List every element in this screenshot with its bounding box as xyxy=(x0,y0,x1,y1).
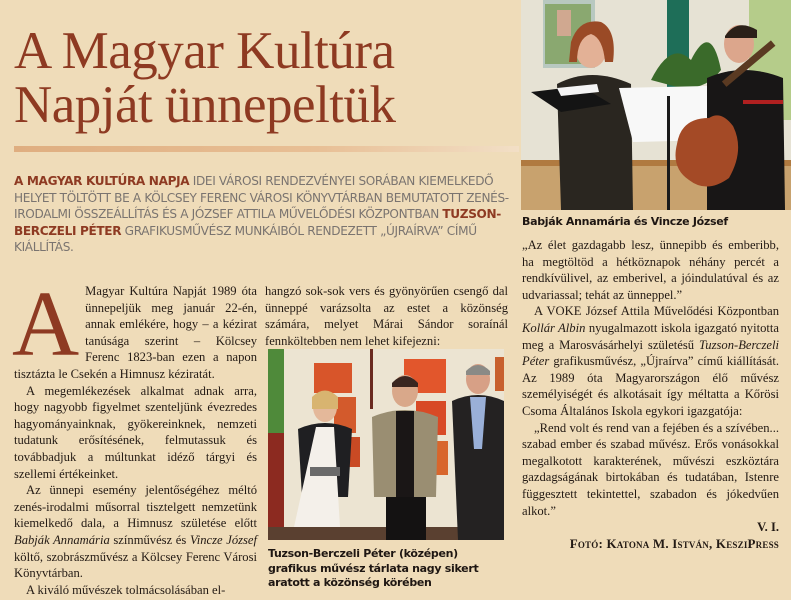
paragraph-6-text-a: A VOKE József Attila Művelődési Központban xyxy=(534,304,779,319)
deck-lead: A MAGYAR KULTÚRA NAPJA xyxy=(14,174,190,188)
deck-artist-name: TUZSON-BERCZELI PÉTER xyxy=(14,207,501,238)
paragraph-6 xyxy=(522,303,779,419)
paragraph-3-text-c: költő, szobrászművész a Kölcsey Ferenc Városi Könyvtárban. xyxy=(14,549,257,581)
body-column-1 xyxy=(12,273,258,598)
author-signature: V. I. xyxy=(757,520,779,535)
tribute-quote: „Rend volt és rend van a fejében és a szívében... szabad ember és szabad művész. Erős vonásokkal megalkotott karakterének, művészi eszköztára gazdagságának birtokában és tudatában, Istenre függesztett tekintettel, szabadon és jókedvűen alkot.” xyxy=(522,420,779,518)
title-line-2: Napját ünnepeltük xyxy=(14,76,396,134)
exhibition-photo-image xyxy=(268,349,504,540)
paragraph-4: A kiváló művészek tolmácsolásában el- xyxy=(26,582,226,597)
performers-photo-caption: Babják Annamária és Vincze József xyxy=(522,215,728,228)
paragraph-3-text-b: színművész és xyxy=(109,532,190,547)
paragraph-2: A megemlékezések alkalmat adnak arra, hogy nagyobb figyelmet szenteljünk évezredes hagyományainknak, gyökereinknek, nemzeti tudatunk erősítésének, felmutassuk és továbbadjuk a múltunkat idéző tárgyi és szellemi értékeinket. xyxy=(14,383,257,481)
paragraph-3-text-a: Az ünnepi esemény jelentőségéhez méltó zenés-irodalmi műsorral tisztelgett nemzetünk kiemelkedő dala, a Himnusz születése előtt xyxy=(14,483,257,531)
performers-photo xyxy=(521,0,791,210)
exhibition-photo-caption: Tuzson-Berczeli Péter (középen) grafikus művész tárlata nagy sikert aratott a közönség körében xyxy=(268,547,479,589)
photo-credit: Fotó: Katona M. István, KesziPress xyxy=(569,535,779,551)
body-column-2 xyxy=(265,283,508,349)
title-line-1: A Magyar Kultúra xyxy=(14,22,395,80)
article-deck xyxy=(14,173,514,256)
deck-text-2: GRAFIKUSMŰVÉSZ MUNKÁIBÓL RENDEZETT „ÚJRAÍRVA” CÍMŰ KIÁLLÍTÁS. xyxy=(14,223,477,254)
drop-cap: A xyxy=(12,273,80,376)
performers-photo-image xyxy=(521,0,791,210)
article-title xyxy=(14,24,514,132)
paragraph-3 xyxy=(14,482,257,582)
deck-text-1: IDEI VÁROSI RENDEZVÉNYEI SORÁBAN KIEMELKEDŐ HELYET TÖLTÖTT BE A KÖLCSEY FERENC VÁROSI KÖNYVTÁRBAN BEMUTATOTT ZENÉS-IRODALMI ÖSSZEÁLLÍTÁS ÉS A JÓZSEF ATTILA MŰVELŐDÉSI KÖZPONTBAN xyxy=(14,174,509,221)
title-underline-rule xyxy=(14,146,519,152)
body-column-3 xyxy=(522,237,779,552)
performer-name-2: Vincze József xyxy=(189,532,258,547)
exhibition-photo xyxy=(268,349,504,540)
artist-name: Tuzson-Berczeli Péter xyxy=(522,337,779,369)
opener-name: Kollár Albin xyxy=(522,320,586,335)
marai-quote: „Az élet gazdagabb lesz, ünnepibb és emberibb, ha megtöltöd a hétköznapok néhány percét a rendkívülivel, az emberivel, a jóindulatúval és az udvariassal; tehát az ünneppel.” xyxy=(522,238,779,302)
performer-name-1: Babják Annamária xyxy=(14,532,110,547)
paragraph-6-text-c: grafikusművész, „Újraírva” című kiállítását. Az 1989 óta Magyarországon élő művész személyiségét és alkotásait így méltatta a Kőrösi Csoma Általános Iskola egykori igazgatója: xyxy=(522,354,779,418)
paragraph-1 xyxy=(12,273,257,383)
paragraph-6-text-b: nyugalmazott iskola igazgató nyitotta meg a Marosvásárhelyi születésű xyxy=(522,320,779,352)
paragraph-5: hangzó sok-sok vers és gyönyörűen csengő dal ünneppé varázsolta az estet a közönség számára, melyet Márai Sándor soraínál fennköltebben nem lehet kifejezni: xyxy=(265,284,508,348)
paragraph-1-text: Magyar Kultúra Napját 1989 óta ünnepeljük meg január 22-én, annak emlékére, hogy – a kézirat tanúsága szerint – Kölcsey Ferenc 1823-ban ezen a napon tisztázta le Csekén a Himnusz kéziratát. xyxy=(14,284,257,381)
